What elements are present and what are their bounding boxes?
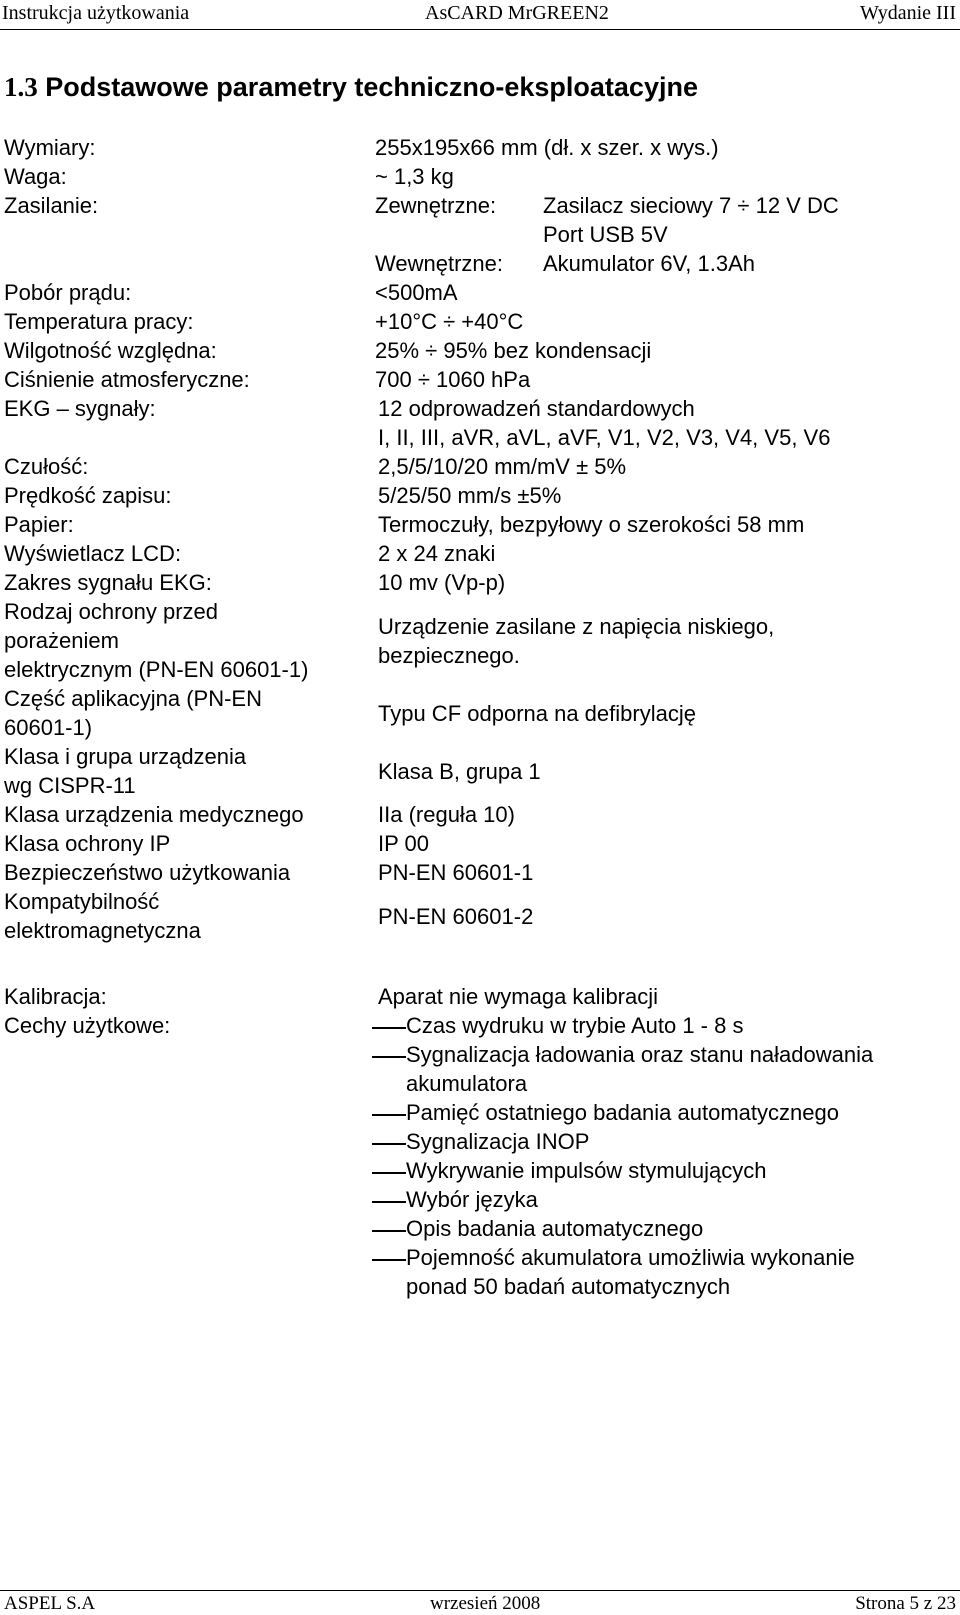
spec-label: Bezpieczeństwo użytkowania [4,860,291,885]
spec-label: Pobór prądu: [4,280,132,305]
dash-bullet [372,1027,406,1029]
spec-value: ~ 1,3 kg [375,164,454,189]
header-edition: Wydanie III [860,2,956,24]
spec-label: Kalibracja: [4,984,107,1009]
dash-bullet [372,1114,406,1116]
spec-value: Urządzenie zasilane z napięcia niskiego, [378,614,775,639]
spec-label: Zasilanie: [4,193,99,218]
spec-value: IIa (reguła 10) [378,802,515,827]
spec-value: 255x195x66 mm (dł. x szer. x wys.) [375,135,719,160]
spec-label: elektrycznym (PN-EN 60601-1) [4,657,309,682]
spec-value: Zasilacz sieciowy 7 ÷ 12 V DC [543,193,839,218]
spec-value: 12 odprowadzeń standardowych [378,396,695,421]
list-item: Sygnalizacja ładowania oraz stanu naładowania [406,1042,874,1067]
spec-label: Zakres sygnału EKG: [4,570,212,595]
spec-value: <500mA [375,280,458,305]
spec-label: Kompatybilność [4,889,160,914]
spec-value: Klasa B, grupa 1 [378,759,541,784]
spec-label: Temperatura pracy: [4,309,194,334]
spec-label: Papier: [4,512,74,537]
spec-label: Wilgotność względna: [4,338,217,363]
spec-label: EKG – sygnały: [4,396,156,421]
header-product: AsCARD MrGREEN2 [425,2,609,24]
spec-value: +10°C ÷ +40°C [375,309,524,334]
section-number: 1.3 [4,72,38,102]
dash-bullet [372,1230,406,1232]
dash-bullet [372,1259,406,1261]
spec-label: wg CISPR-11 [4,773,136,798]
spec-value: 25% ÷ 95% bez kondensacji [375,338,652,363]
spec-label: Prędkość zapisu: [4,483,172,508]
header-doc-type: Instrukcja użytkowania [2,2,190,24]
spec-value: Aparat nie wymaga kalibracji [378,984,659,1009]
spec-label: Rodzaj ochrony przed [4,599,219,624]
spec-label: Wyświetlacz LCD: [4,541,182,566]
spec-value: PN-EN 60601-2 [378,904,534,929]
list-item: Sygnalizacja INOP [406,1129,590,1154]
spec-value: 2 x 24 znaki [378,541,496,566]
section-title [4,72,698,103]
spec-label: Czułość: [4,454,89,479]
footer-date: wrzesień 2008 [430,1593,541,1614]
spec-label: Ciśnienie atmosferyczne: [4,367,250,392]
spec-label: Klasa ochrony IP [4,831,171,856]
spec-value: 2,5/5/10/20 mm/mV ± 5% [378,454,627,479]
spec-label: Klasa urządzenia medycznego [4,802,304,827]
list-item: Opis badania automatycznego [406,1216,704,1241]
spec-value: I, II, III, aVR, aVL, aVF, V1, V2, V3, V4, V5, V6 [378,425,831,450]
list-item: Pamięć ostatniego badania automatycznego [406,1100,839,1125]
footer-divider [0,1590,960,1591]
list-item: akumulatora [406,1071,528,1096]
spec-label: Klasa i grupa urządzenia [4,744,247,769]
dash-bullet [372,1143,406,1145]
spec-value: 5/25/50 mm/s ±5% [378,483,562,508]
spec-label: Waga: [4,164,67,189]
list-item: Wykrywanie impulsów stymulujących [406,1158,767,1183]
list-item: Pojemność akumulatora umożliwia wykonanie [406,1245,855,1270]
spec-value: 10 mv (Vp-p) [378,570,506,595]
spec-value: Termoczuły, bezpyłowy o szerokości 58 mm [378,512,805,537]
spec-label: Część aplikacyjna (PN-EN [4,686,262,711]
list-item: Czas wydruku w trybie Auto 1 - 8 s [406,1013,744,1038]
spec-sublabel: Zewnętrzne: [375,193,497,218]
spec-label: elektromagnetyczna [4,918,201,943]
dash-bullet [372,1201,406,1203]
spec-label: porażeniem [4,628,119,653]
spec-value: Port USB 5V [543,222,668,247]
spec-value: IP 00 [378,831,429,856]
list-item: ponad 50 badań automatycznych [406,1274,731,1299]
spec-value: Akumulator 6V, 1.3Ah [543,251,755,276]
spec-value: bezpiecznego. [378,643,520,668]
spec-value: Typu CF odporna na defibrylację [378,701,696,726]
page-header [0,2,960,28]
spec-value: PN-EN 60601-1 [378,860,534,885]
spec-label: Wymiary: [4,135,96,160]
footer-page-number: Strona 5 z 23 [855,1593,956,1614]
spec-label: Cechy użytkowe: [4,1013,171,1038]
spec-sublabel: Wewnętrzne: [375,251,503,276]
list-item: Wybór języka [406,1187,538,1212]
footer-company: ASPEL S.A [4,1593,96,1614]
section-title-text: Podstawowe parametry techniczno-eksploatacyjne [45,72,698,102]
dash-bullet [372,1056,406,1058]
spec-value: 700 ÷ 1060 hPa [375,367,531,392]
spec-label: 60601-1) [4,715,93,740]
header-divider [0,29,960,30]
page-footer [0,1593,960,1613]
dash-bullet [372,1172,406,1174]
